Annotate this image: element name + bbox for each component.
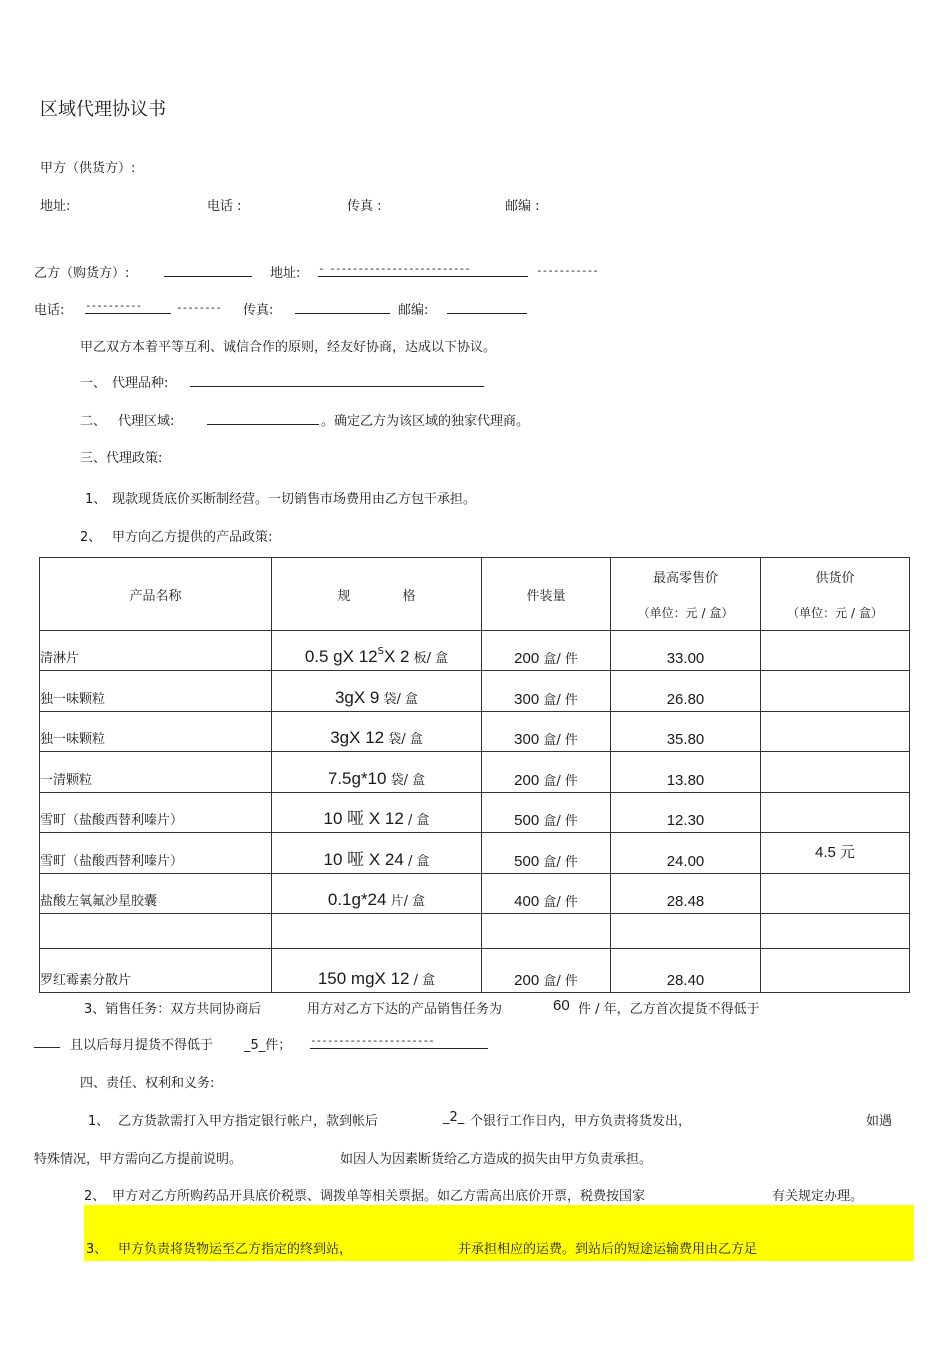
table-row	[40, 793, 910, 833]
retail-price: 28.48	[666, 893, 705, 910]
header-supply-label: 供货价	[815, 571, 855, 586]
spec-value: 0.5 gX 12	[304, 647, 378, 666]
spec-superscript: S	[377, 646, 384, 657]
spec-unit: 袋/ 盒	[388, 732, 423, 747]
pack-qty: 200	[514, 772, 540, 789]
pack-qty: 200	[514, 650, 540, 667]
product-name: 罗红霉素分散片	[40, 973, 132, 988]
party-b-label: 乙方（购货方）:	[34, 266, 130, 281]
header-retail-label: 最高零售价	[652, 571, 718, 586]
section2-blank	[207, 410, 319, 425]
policy2-text: 甲方向乙方提供的产品政策:	[112, 530, 273, 545]
pack-cell	[482, 712, 611, 752]
supply-price-cell	[761, 949, 910, 993]
pack-unit: 盒/ 件	[543, 814, 578, 829]
retail-price: 12.30	[666, 812, 705, 829]
product-name: 清淋片	[40, 651, 80, 666]
spec-cell	[272, 874, 482, 914]
section2-num: 二、	[80, 414, 107, 429]
policy3-mid: 用方对乙方下达的产品销售任务为	[307, 1002, 503, 1017]
product-name: 独一味颗粒	[40, 732, 106, 747]
party-b-name-blank	[164, 262, 252, 277]
retail-price: 26.80	[666, 691, 705, 708]
product-policy-table	[39, 557, 910, 993]
product-name-cell	[40, 949, 272, 993]
retail-price: 13.80	[666, 772, 705, 789]
policy1-text: 现款现货底价买断制经营。一切销售市场费用由乙方包干承担。	[112, 492, 477, 507]
header-spec-a: 规	[337, 588, 351, 604]
spec-cell	[272, 752, 482, 793]
party-b-address-label: 地址:	[270, 266, 301, 281]
section1-blank	[190, 372, 484, 387]
document-title: 区域代理协议书	[40, 99, 166, 120]
product-name: 雪町（盐酸西替利嗪片）	[40, 854, 184, 869]
retail-price-cell	[611, 793, 761, 833]
duty2-num: 2、	[84, 1189, 106, 1204]
duty1-text-a: 乙方货款需打入甲方指定银行帐户，款到帐后	[118, 1114, 379, 1129]
party-b-postcode-blank	[447, 299, 527, 314]
policy3-line2-dash: ----------------------	[310, 1034, 488, 1049]
header-retail-unit: （单位：元 / 盒）	[637, 606, 734, 620]
spec-value: 150 mgX 12	[317, 969, 410, 988]
product-name: 盐酸左氧氟沙星胶囊	[40, 894, 158, 909]
spec-unit: 片/ 盒	[390, 894, 426, 909]
duty2-text-b: 有关规定办理。	[772, 1189, 864, 1204]
pack-unit: 盒/ 件	[543, 733, 578, 748]
spec-value: 0.1g*24	[327, 890, 387, 909]
product-name-cell	[40, 712, 272, 752]
table-header-row	[40, 558, 910, 631]
supply-price: 4.5 元	[814, 844, 856, 861]
spec-cell	[272, 631, 482, 671]
retail-price-cell	[611, 874, 761, 914]
pack-cell	[482, 631, 611, 671]
pack-cell	[482, 949, 611, 993]
product-name-cell	[40, 874, 272, 914]
pack-unit: 盒/ 件	[543, 855, 578, 870]
retail-price-cell	[611, 914, 761, 949]
supply-price-cell	[761, 793, 910, 833]
retail-price-cell	[611, 631, 761, 671]
duty2-text-a: 甲方对乙方所购药品开具底价税票、调拨单等相关票据。如乙方需高出底价开票，税费按国家	[112, 1189, 646, 1204]
product-name-cell	[40, 833, 272, 874]
product-name: 独一味颗粒	[40, 692, 106, 707]
spec-value: 7.5g*10	[327, 769, 387, 788]
party-a-postcode-label: 邮编 :	[505, 199, 540, 214]
section1-num: 一、	[80, 376, 107, 391]
table-row	[40, 874, 910, 914]
pack-qty: 300	[514, 731, 540, 748]
spec-unit: / 盒	[407, 854, 430, 869]
policy3-prefix: 3、销售任务：双方共同协商后	[84, 1002, 262, 1017]
spec-cell	[272, 833, 482, 874]
section2-label: 代理区域:	[118, 414, 175, 429]
duty1-num: 1、	[88, 1114, 110, 1129]
party-b-address-blank	[318, 262, 528, 277]
product-name-cell	[40, 752, 272, 793]
table-row	[40, 833, 910, 874]
policy2-num: 2、	[80, 530, 102, 545]
retail-price: 24.00	[666, 853, 705, 870]
party-a-label: 甲方（供货方）:	[40, 161, 136, 176]
spec-value: 3gX 9	[334, 688, 380, 707]
table-row	[40, 949, 910, 993]
party-b-postcode-label: 邮编:	[398, 303, 429, 318]
duty1-text-c: 如遇	[866, 1114, 893, 1129]
policy3-line2-qty: _5_件；	[244, 1038, 292, 1053]
section4-label: 四、责任、权利和义务:	[80, 1076, 215, 1091]
pack-cell	[482, 833, 611, 874]
duty3-num: 3、	[86, 1242, 108, 1257]
spec-unit: 袋/ 盒	[383, 692, 419, 707]
policy3-line2-blank: ____	[34, 1034, 60, 1049]
policy1-num: 1、	[85, 492, 107, 507]
spec-value: 10 哑 X 24	[323, 850, 404, 869]
party-a-address-label: 地址:	[40, 199, 71, 214]
policy3-qty: 60	[553, 997, 570, 1014]
spec-cell	[272, 793, 482, 833]
retail-price: 35.80	[666, 731, 705, 748]
spec-unit: 板/ 盒	[413, 651, 449, 666]
spec-cell	[272, 949, 482, 993]
table-row	[40, 752, 910, 793]
party-b-phone-label: 电话:	[34, 303, 65, 318]
product-name-cell	[40, 631, 272, 671]
spec-cell	[272, 712, 482, 752]
section2-suffix: 。确定乙方为该区域的独家代理商。	[321, 414, 530, 429]
party-b-phone-dash2: --------	[176, 301, 221, 314]
section1-label: 代理品种:	[112, 376, 169, 391]
pack-cell	[482, 914, 611, 949]
spec-value: 3gX 12	[330, 728, 385, 747]
pack-unit: 盒/ 件	[543, 693, 578, 708]
product-name-cell	[40, 914, 272, 949]
spec-unit: / 盒	[413, 973, 436, 988]
spec-unit: / 盒	[407, 813, 430, 828]
header-spec	[272, 558, 482, 631]
spec-cell	[272, 671, 482, 712]
retail-price: 28.40	[666, 972, 705, 989]
supply-price-cell	[761, 712, 910, 752]
header-supply	[761, 558, 910, 631]
policy3-line2-dash-blank	[310, 1034, 488, 1049]
policy3-line2-text: 且以后每月提货不得低于	[70, 1038, 214, 1053]
product-name-cell	[40, 671, 272, 712]
supply-price-cell	[761, 631, 910, 671]
intro-text: 甲乙双方本着平等互利、诚信合作的原则，经友好协商，达成以下协议。	[80, 340, 497, 355]
section3-label: 三、代理政策:	[80, 451, 163, 466]
pack-unit: 盒/ 件	[543, 974, 578, 989]
pack-qty: 400	[514, 893, 540, 910]
retail-price-cell	[611, 752, 761, 793]
retail-price-cell	[611, 712, 761, 752]
duty1-line2-a: 特殊情况，甲方需向乙方提前说明。	[34, 1152, 243, 1167]
party-b-fax-label: 传真:	[243, 303, 274, 318]
supply-price-cell	[761, 671, 910, 712]
duty1-text-b: 个银行工作日内，甲方负责将货发出，	[470, 1114, 692, 1129]
party-b-phone-blank	[85, 299, 171, 314]
retail-price-cell	[611, 671, 761, 712]
pack-cell	[482, 671, 611, 712]
header-supply-unit: （单位：元 / 盒）	[787, 606, 883, 620]
retail-price-cell	[611, 949, 761, 993]
pack-unit: 盒/ 件	[543, 652, 578, 667]
header-product-name: 产品名称	[40, 558, 272, 631]
spec-cell	[272, 914, 482, 949]
duty3-text-a: 甲方负责将货物运至乙方指定的终到站，	[118, 1242, 353, 1257]
spec-value: 10 哑 X 12	[323, 809, 404, 828]
table-row	[40, 631, 910, 671]
retail-price-cell	[611, 833, 761, 874]
party-b-address-dash: - -------------------------	[318, 262, 528, 277]
party-a-phone-label: 电话 :	[207, 199, 242, 214]
table-row	[40, 671, 910, 712]
supply-price-cell	[761, 833, 910, 874]
pack-cell	[482, 874, 611, 914]
header-retail	[611, 558, 761, 631]
spec-unit: 袋/ 盒	[390, 773, 426, 788]
product-name: 一清颗粒	[40, 773, 93, 788]
party-a-fax-label: 传真 :	[347, 199, 382, 214]
pack-qty: 500	[514, 812, 540, 829]
duty1-days: _2_	[443, 1110, 465, 1125]
supply-price-cell	[761, 752, 910, 793]
header-pack: 件装量	[482, 558, 611, 631]
party-b-phone-dash: ----------	[85, 299, 171, 314]
pack-qty: 500	[514, 853, 540, 870]
spec-multiplier: X 2	[383, 647, 410, 666]
pack-unit: 盒/ 件	[543, 895, 578, 910]
party-b-address-dash2: -----------	[536, 264, 598, 277]
table-row	[40, 712, 910, 752]
retail-price: 33.00	[666, 650, 705, 667]
pack-unit: 盒/ 件	[543, 774, 578, 789]
pack-cell	[482, 752, 611, 793]
policy3-suffix: 件 / 年，乙方首次提货不得低于	[578, 1002, 760, 1017]
header-spec-b: 格	[402, 588, 416, 604]
party-b-fax-blank	[295, 299, 390, 314]
duty1-line2-b: 如因人为因素断货给乙方造成的损失由甲方负责承担。	[340, 1152, 653, 1167]
supply-price-cell	[761, 874, 910, 914]
table-row	[40, 914, 910, 949]
product-name: 雪町（盐酸西替利嗪片）	[40, 813, 184, 828]
supply-price-cell	[761, 914, 910, 949]
pack-cell	[482, 793, 611, 833]
product-name-cell	[40, 793, 272, 833]
pack-qty: 200	[514, 972, 540, 989]
pack-qty: 300	[514, 691, 540, 708]
duty3-text-b: 并承担相应的运费。到站后的短途运输费用由乙方足	[458, 1242, 758, 1257]
